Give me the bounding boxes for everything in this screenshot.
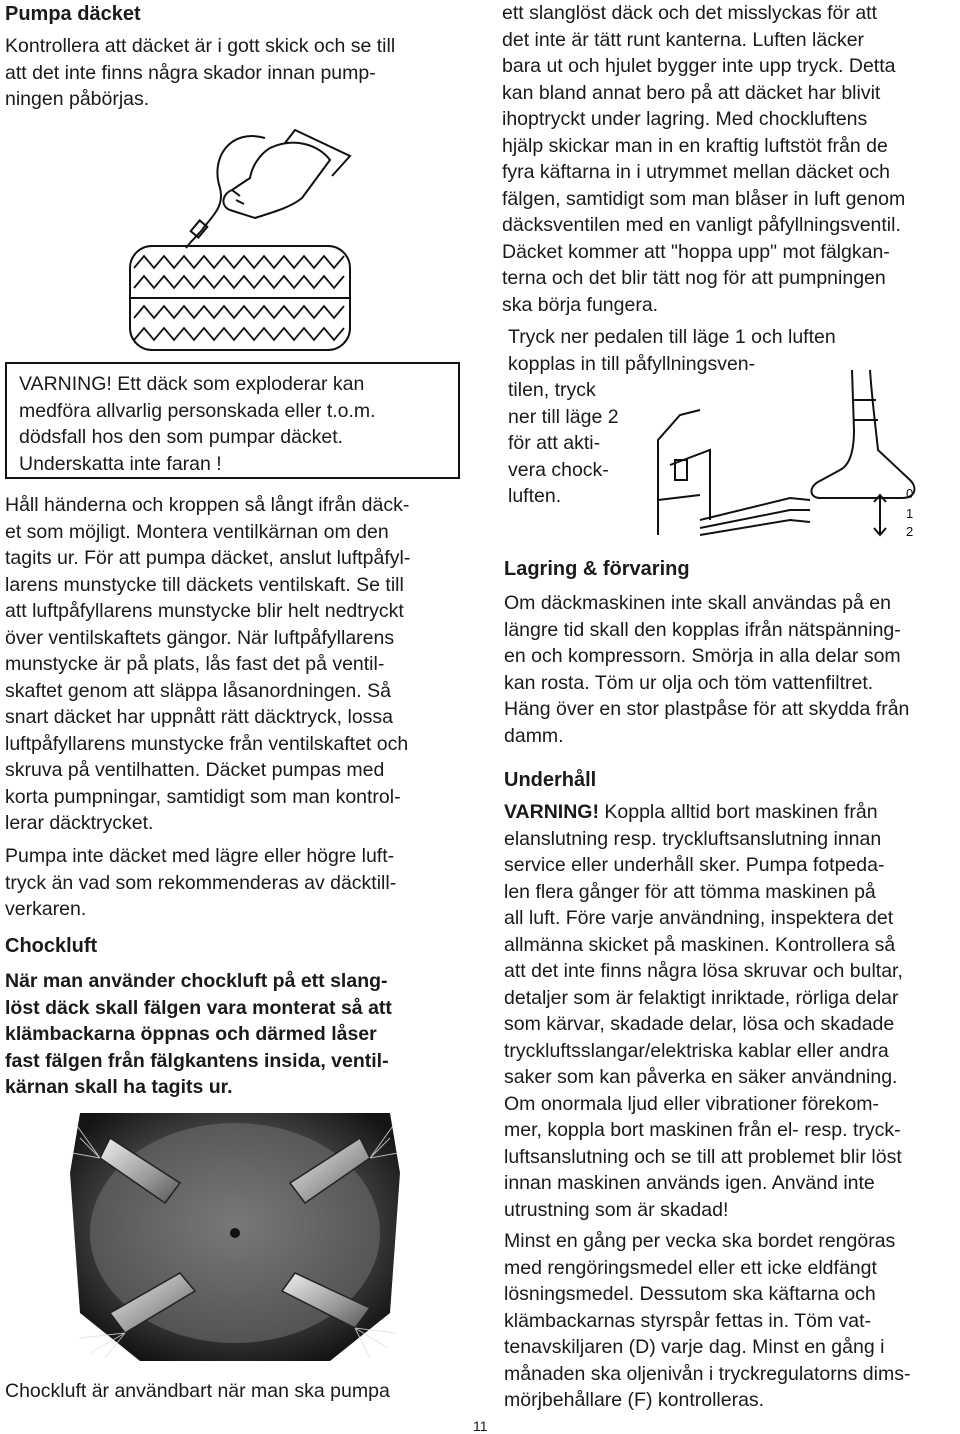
pedal-instructions: Tryck ner pedalen till läge 1 och luften kopplas in till påfyllningsven- tilen, tryck ner till läge 2 för att akti- vera chock- luften. bbox=[508, 326, 836, 507]
pedal-position-0: 0 bbox=[906, 486, 914, 501]
turntable-photo bbox=[70, 1113, 400, 1361]
maintenance-body: VARNING! Koppla alltid bort maskinen från elanslutning resp. tryckluftsanslutning innan service eller underhåll sker. Pumpa fotpeda- len flera gånger för att tömma maskinen på all luft. Före varje användning, inspektera det allmänna skicket på maskinen. Kontrollera så att det inte finns några lösa skruvar och bultar, detaljer som är felaktigt inriktade, rörliga delar som kärvar, skadade delar, lösa och skadade tryckluftsslangar/elektriska kablar eller andra saker som kan påverka en säker användning. Om onormala ljud eller vibrationer förekom- mer, koppla bort maskinen från el- resp. tryck- luftsanslutning och se till att problemet blir löst innan maskinen används igen. Använd inte utrustning som är skadad! bbox=[504, 801, 903, 1221]
chock-heading: Chockluft bbox=[5, 935, 98, 957]
maintenance-warning-label: VARNING! bbox=[504, 801, 599, 823]
chock-continued: ett slanglöst däck och det misslyckas för att det inte är tätt runt kanterna. Luften läcker bara ut och hjulet bygger inte upp tryck. Detta kan bland annat bero på att däcket har blivit ihoptryckt under lagring. Med chockluftens hjälp skickar man in en kraftig luftstöt från de fyra käftarna in i utrymmet mellan däcket och fälgen, samtidigt som man blåser in luft genom däcksventilen med en vanligt påfyllningsventil. Däcket kommer att "hoppa upp" mot fälgkan- terna och det blir tätt nog för att pumpningen ska börja fungera. bbox=[502, 2, 906, 316]
pump-intro: Kontrollera att däcket är i gott skick och se till att det inte finns några skador innan pump- ningen påbörjas. bbox=[5, 35, 396, 110]
pedal-illustration bbox=[640, 370, 925, 545]
pump-body: Håll händerna och kroppen så långt ifrån däck- et som möjligt. Montera ventilkärnan om den tagits ur. För att pumpa däcket, anslut luftpåfyl- larens munstycke till däckets ventilskaft. Se till att luftpåfyllarens munstycke blir helt nedtryckt över ventilskaftets gängor. När luftpåfyllarens munstycke är på plats, lås fast det på ventil- skaftet genom att släppa låsanordningen. Så snart däcket har uppnått rätt däcktryck, lossa luftpåfyllarens munstycke från ventilskaftet och skruva på ventilhatten. Däcket pumpas med korta pumpningar, samtidigt som man kontrol- lerar däcktrycket. bbox=[5, 494, 411, 834]
pump-heading: Pumpa däcket bbox=[5, 3, 141, 25]
warning-box: VARNING! Ett däck som exploderar kan medföra allvarlig personskada eller t.o.m. dödsfall hos den som pumpar däcket. Underskatta inte faran ! bbox=[5, 362, 460, 479]
chock-instructions: När man använder chockluft på ett slang- löst däck skall fälgen vara monterat så att klämbackarna öppnas och därmed låser fast fälgen från fälgkantens insida, ventil- kärnan skall ha tagits ur. bbox=[5, 970, 392, 1098]
pressure-note: Pumpa inte däcket med lägre eller högre luft- tryck än vad som rekommenderas av däcktill- verkaren. bbox=[5, 845, 397, 920]
maintenance-heading: Underhåll bbox=[504, 769, 597, 791]
storage-body: Om däckmaskinen inte skall användas på en längre tid skall den kopplas ifrån nätspänning- en och kompressorn. Smörja in alla delar som kan rosta. Töm ur olja och töm vattenfiltret. Häng över en stor plastpåse för att skydda från damm. bbox=[504, 592, 910, 747]
pedal-position-1: 1 bbox=[906, 506, 914, 521]
weekly-maintenance: Minst en gång per vecka ska bordet rengöras med rengöringsmedel eller ett icke eldfängt lösningsmedel. Dessutom ska käftarna och klämbackarnas styrspår fettas in. Töm vat- tenavskiljaren (D) varje dag. Minst en gång i månaden ska oljenivån i tryckregulatorns dims- mörjbehållare (F) kontrolleras. bbox=[504, 1230, 911, 1411]
chock-caption: Chockluft är användbart när man ska pumpa bbox=[5, 1380, 390, 1402]
page-number: 11 bbox=[473, 1418, 488, 1434]
tire-inflation-illustration bbox=[120, 118, 360, 358]
pedal-position-2: 2 bbox=[906, 524, 914, 539]
storage-heading: Lagring & förvaring bbox=[504, 558, 690, 580]
